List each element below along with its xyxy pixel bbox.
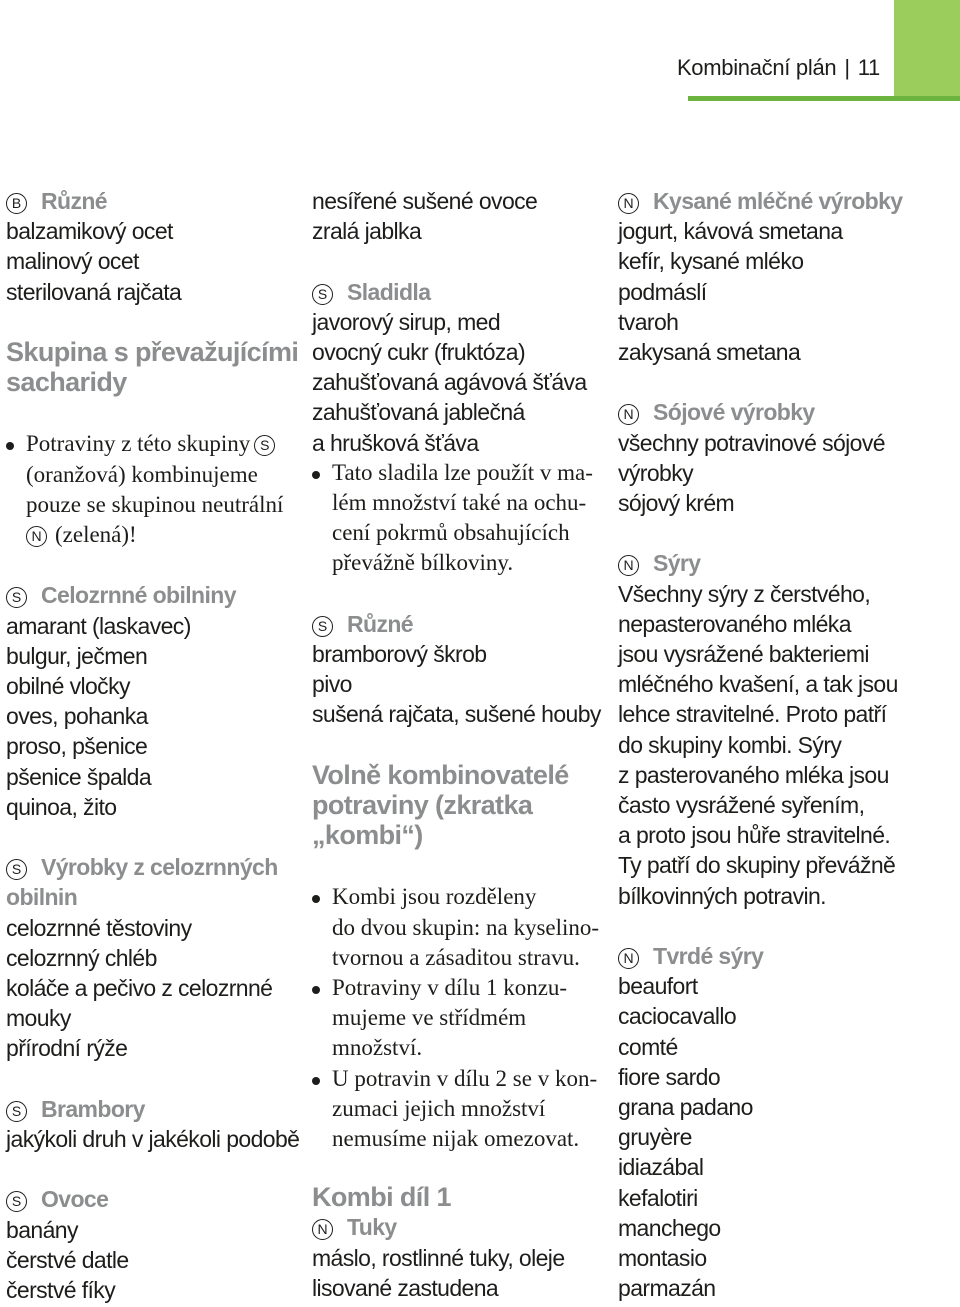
list-item: amarant (laskavec)	[6, 612, 191, 639]
list-item: bramborový škrob	[312, 641, 487, 668]
section-sacharidy	[6, 337, 306, 550]
list-item: beaufort	[618, 973, 698, 1000]
header-rule	[688, 96, 960, 101]
bullet-note: Potraviny z této skupiny S (oranžová) kombinujeme pouze se skupinou neutrální N (zelená)!	[6, 429, 306, 550]
list-item: a hrušková šťáva	[312, 429, 479, 456]
list-item: přírodní rýže	[6, 1035, 128, 1062]
list-item: montasio	[618, 1245, 707, 1272]
column-1	[6, 186, 306, 1305]
text-line: z pasterovaného mléka jsou	[618, 761, 889, 788]
text-line: Ty patří do skupiny převážně	[618, 852, 896, 879]
badge-s-icon: S	[312, 284, 333, 305]
section-kombi	[312, 760, 612, 1154]
group-title: „kombi“)	[312, 820, 423, 851]
list-item: banány	[6, 1216, 78, 1243]
list-item: idiazábal	[618, 1154, 704, 1181]
list-item: kefír, kysané mléko	[618, 248, 804, 275]
section-ruzne-s	[312, 609, 612, 730]
list-item: zralá jablka	[312, 218, 422, 245]
badge-n-icon: N	[618, 948, 639, 969]
list-item: fiore sardo	[618, 1063, 721, 1090]
section-heading: N Tuky	[312, 1212, 612, 1242]
list-item: podmáslí	[618, 278, 707, 305]
list-item: manchego	[618, 1214, 721, 1241]
list-item: čerstvé fíky	[6, 1277, 116, 1304]
list-item: comté	[618, 1033, 678, 1060]
list-item: máslo, rostlinné tuky, oleje	[312, 1244, 565, 1271]
badge-s-icon: S	[6, 859, 27, 880]
list-item: jakýkoli druh v jakékoli podobě	[6, 1126, 300, 1153]
text-line: často vysrážené syřením,	[618, 792, 865, 819]
badge-n-icon: N	[618, 404, 639, 425]
text-line: do skupiny kombi. Sýry	[618, 731, 842, 758]
text-line: Všechny sýry z čerstvého,	[618, 580, 871, 607]
badge-s-icon: S	[6, 1191, 27, 1212]
section-kombi-dil1	[312, 1182, 612, 1303]
page-header	[677, 55, 880, 81]
list-item: ovocný cukr (fruktóza)	[312, 339, 526, 365]
badge-s-icon: S	[6, 587, 27, 608]
list-item: lisované zastudena	[312, 1274, 499, 1301]
bullet-note: U potravin v dílu 2 se v kon- zumaci jejich množství nemusíme nijak omezovat.	[312, 1064, 612, 1155]
section-heading: N Sójové výrobky	[618, 397, 918, 427]
list-item: balzamikový ocet	[6, 218, 173, 245]
list-item: sterilovaná rajčata	[6, 278, 182, 305]
list-item: grana padano	[618, 1094, 753, 1121]
badge-s-icon: S	[312, 616, 333, 637]
column-2	[312, 186, 612, 1303]
list-item: koláče a pečivo z celozrnné	[6, 975, 273, 1002]
page-number: 11	[857, 55, 880, 80]
section-ruzne-b	[6, 186, 306, 307]
badge-s-icon: S	[254, 435, 275, 456]
list-item: zahušťovaná agávová šťáva	[312, 369, 587, 396]
header-separator: |	[844, 55, 850, 80]
text-line: nepasterovaného mléka	[618, 610, 851, 637]
section-heading: N Sýry	[618, 548, 918, 578]
list-item: javorový sirup, med	[312, 308, 501, 335]
section-heading: N Kysané mléčné výrobky	[618, 186, 918, 216]
section-sladidla	[312, 277, 612, 579]
list-item: proso, pšenice	[6, 733, 148, 760]
section-heading: S Ovoce	[6, 1184, 306, 1214]
section-ovoce	[6, 1184, 306, 1305]
section-brambory	[6, 1094, 306, 1154]
bullet-note: Tato sladila lze použít v ma- lém množství také na ochu- cení pokrmů obsahujících převážně bílkoviny.	[312, 458, 612, 579]
list-item: obilné vločky	[6, 673, 130, 700]
list-item: jogurt, kávová smetana	[618, 218, 843, 245]
text-line: jsou vysrážené bakteriemi	[618, 641, 869, 668]
section-heading-cont: obilnin	[6, 884, 78, 911]
section-syry	[618, 548, 918, 910]
section-heading: S Výrobky z celozrnných	[6, 852, 306, 882]
badge-b-icon: B	[6, 193, 27, 214]
section-celozrnne-obilniny	[6, 580, 306, 822]
section-heading: S Brambory	[6, 1094, 306, 1124]
column-3	[618, 186, 918, 1303]
badge-n-icon: N	[26, 526, 47, 547]
bullet-note: Kombi jsou rozděleny do dvou skupin: na kyselino- tvornou a zásaditou stravu.	[312, 882, 612, 973]
group-title: sacharidy	[6, 367, 127, 398]
badge-s-icon: S	[6, 1101, 27, 1122]
list-item: malinový ocet	[6, 248, 139, 275]
section-ovoce-cont	[312, 186, 612, 246]
list-item: zakysaná smetana	[618, 339, 801, 366]
list-item: mouky	[6, 1005, 71, 1032]
list-item: quinoa, žito	[6, 793, 117, 820]
list-item: gruyère	[618, 1124, 692, 1151]
list-item: zahušťovaná jablečná	[312, 399, 525, 426]
badge-n-icon: N	[312, 1219, 333, 1240]
section-tvrde-syry	[618, 941, 918, 1303]
corner-tab	[894, 0, 960, 96]
list-item: pivo	[312, 671, 352, 698]
text-line: mléčného kvašení, a tak jsou	[618, 671, 898, 698]
group-title: potraviny (zkratka	[312, 790, 533, 821]
group-title: Kombi díl 1	[312, 1182, 451, 1213]
section-heading: N Tvrdé sýry	[618, 941, 918, 971]
section-heading: S Celozrnné obilniny	[6, 580, 306, 610]
list-item: všechny potravinové sójové	[618, 429, 885, 456]
badge-n-icon: N	[618, 193, 639, 214]
list-item: nesířené sušené ovoce	[312, 188, 538, 214]
list-item: bulgur, ječmen	[6, 642, 148, 669]
list-item: parmazán	[618, 1275, 716, 1302]
list-item: čerstvé datle	[6, 1246, 129, 1273]
list-item: pšenice špalda	[6, 763, 152, 790]
group-title: Volně kombinovatelé	[312, 759, 569, 790]
list-item: výrobky	[618, 459, 694, 486]
section-heading: S Sladidla	[312, 277, 612, 307]
list-item: caciocavallo	[618, 1003, 737, 1030]
chapter-title: Kombinační plán	[676, 55, 837, 80]
text-line: bílkovinných potravin.	[618, 882, 826, 909]
list-item: sušená rajčata, sušené houby	[312, 701, 601, 728]
bullet-note: Potraviny v dílu 1 konzu- mujeme ve střídmém množství.	[312, 973, 612, 1064]
section-kysane	[618, 186, 918, 367]
section-heading: S Různé	[312, 609, 612, 639]
list-item: celozrnný chléb	[6, 944, 157, 971]
list-item: celozrnné těstoviny	[6, 914, 192, 941]
section-heading: B Různé	[6, 186, 306, 216]
list-item: sójový krém	[618, 490, 735, 517]
list-item: kefalotiri	[618, 1184, 698, 1211]
text-line: a proto jsou hůře stravitelné.	[618, 822, 891, 849]
text-line: lehce stravitelné. Proto patří	[618, 701, 887, 728]
list-item: oves, pohanka	[6, 703, 148, 730]
group-title: Skupina s převažujícími	[6, 337, 299, 367]
list-item: tvaroh	[618, 308, 679, 335]
badge-n-icon: N	[618, 555, 639, 576]
section-vyrobky-celozrnne	[6, 852, 306, 1063]
section-sojove	[618, 397, 918, 518]
